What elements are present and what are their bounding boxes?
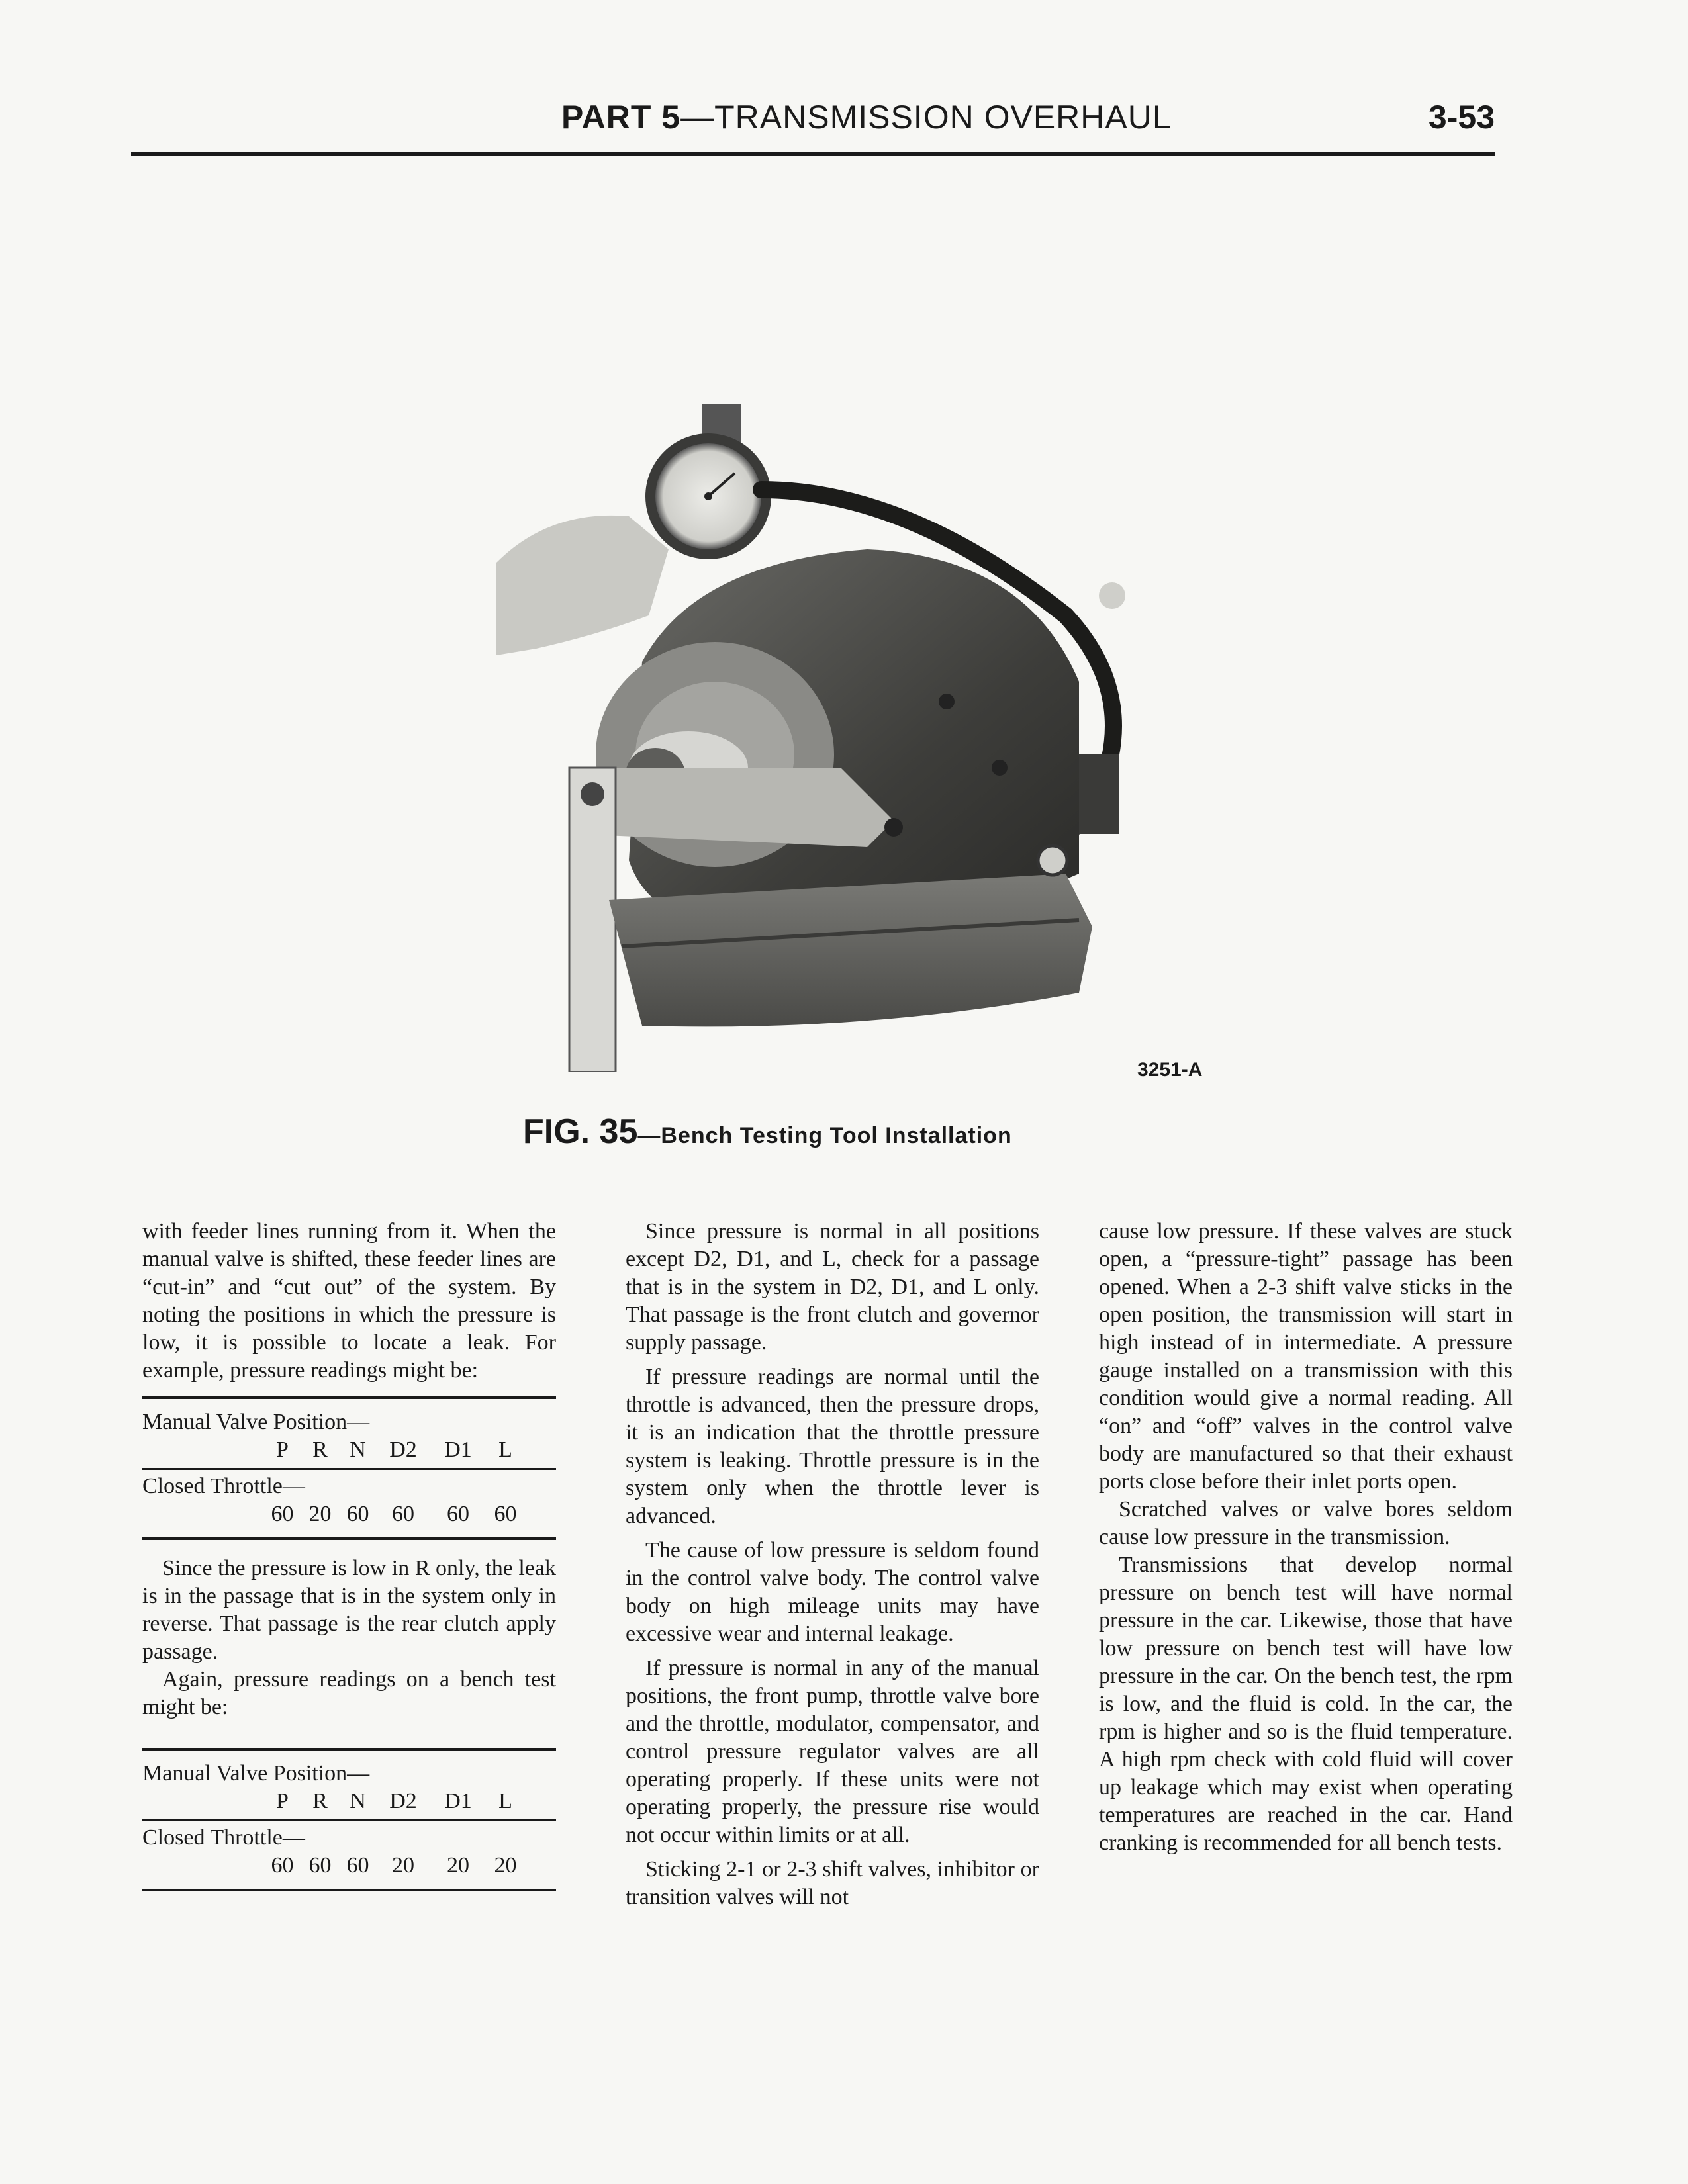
table-cell: N (350, 1789, 366, 1813)
table-cell: 60 (271, 1502, 294, 1526)
figure-title: —Bench Testing Tool Installation (637, 1123, 1012, 1148)
table-rule (142, 1819, 556, 1821)
header-title-text: —TRANSMISSION OVERHAUL (680, 99, 1172, 136)
table-cell: 60 (447, 1502, 469, 1526)
table-cell: N (350, 1437, 366, 1462)
figure-label: FIG. 35 (523, 1113, 638, 1151)
paragraph: Since pressure is normal in all positions except D2, D1, and L, check for a passage that is in the system in D2, D1, and L only. That passage is the front clutch and governor supply passage. (626, 1219, 1039, 1355)
table-cell: L (498, 1437, 512, 1462)
text-column-1 (142, 1218, 556, 1891)
table-rule (142, 1537, 556, 1540)
page-number: 3-53 (1428, 99, 1495, 136)
paragraph: Sticking 2-1 or 2-3 shift valves, inhibitor or transition valves will not (626, 1857, 1039, 1909)
table-cell: L (498, 1789, 512, 1813)
figure-caption (523, 1112, 1012, 1152)
table-rule (142, 1748, 556, 1751)
table2-positions-row (142, 1788, 556, 1815)
table-cell: R (312, 1789, 328, 1813)
table-cell: 60 (271, 1853, 294, 1878)
header-title (561, 98, 1172, 136)
table-cell: D1 (444, 1789, 472, 1813)
paragraph: Scratched valves or valve bores seldom cause low pressure in the transmission. (1099, 1497, 1513, 1549)
paragraph: with feeder lines running from it. When the manual valve is shifted, these feeder lines are “cut-in” and “cut out” of the system. By noting the positions in which the pressure is low, it is possible to locate a leak. For example, pressure readings might be: (142, 1219, 556, 1383)
paragraph: cause low pressure. If these valves are stuck open, a “pressure-tight” passage has been opened. When a 2-3 shift valve sticks in the open position, the transmission will start in high instead of in intermediate. A pressure gauge installed on a transmission with this condition would give a normal reading. All “on” and “off” valves in the control valve body are manufactured so that their exhaust ports close before their inlet ports open. (1099, 1219, 1513, 1494)
transmission-photo (496, 397, 1225, 1072)
page-header (131, 93, 1495, 156)
table-cell: 20 (308, 1502, 332, 1526)
text-column-2 (626, 1218, 1039, 1911)
figure-photo (496, 397, 1225, 1081)
paragraph: Again, pressure readings on a bench test might be: (142, 1667, 556, 1719)
table-cell: R (312, 1437, 328, 1462)
table1-label-positions: Manual Valve Position— (142, 1410, 370, 1434)
table2-label-throttle: Closed Throttle— (142, 1825, 305, 1850)
table-cell: 20 (447, 1853, 469, 1878)
table-cell: D2 (389, 1789, 417, 1813)
table1-positions-row (142, 1436, 556, 1464)
paragraph: The cause of low pressure is seldom found in the control valve body. The control valve body on high mileage units may have excessive wear and internal leakage. (626, 1538, 1039, 1646)
table-cell: D2 (389, 1437, 417, 1462)
table-cell: 60 (392, 1502, 414, 1526)
table-cell: D1 (444, 1437, 472, 1462)
table-cell: 60 (346, 1502, 369, 1526)
table-cell: 60 (346, 1853, 369, 1878)
table2-readings-row (142, 1852, 556, 1880)
table-cell: 60 (494, 1502, 517, 1526)
table2-label-positions: Manual Valve Position— (142, 1761, 370, 1786)
table1-label-throttle: Closed Throttle— (142, 1474, 305, 1498)
table-rule (142, 1468, 556, 1470)
table1-readings-row (142, 1500, 556, 1528)
text-column-3 (1099, 1218, 1513, 1857)
table-cell: 20 (494, 1853, 517, 1878)
figure-image-number: 3251-A (1137, 1059, 1203, 1081)
header-part: PART 5 (561, 99, 681, 136)
table-cell: P (276, 1789, 289, 1813)
table-rule (142, 1396, 556, 1399)
table-cell: P (276, 1437, 289, 1462)
paragraph: Transmissions that develop normal pressure on bench test will have normal pressure in the car. Likewise, those that have low pressure on bench test will have low pressure in the car. On the bench test, the rpm is low, and the fluid is cold. In the car, the rpm is higher and so is the fluid temperature. A high rpm check with cold fluid will cover up leakage which may exist when operating temperatures are reached in the car. Hand cranking is recommended for all bench tests. (1099, 1553, 1513, 1855)
table-rule (142, 1889, 556, 1891)
table-cell: 20 (392, 1853, 414, 1878)
paragraph: Since the pressure is low in R only, the leak is in the passage that is in the system only in reverse. That passage is the rear clutch apply passage. (142, 1556, 556, 1664)
paragraph: If pressure readings are normal until the throttle is advanced, then the pressure drops, it is an indication that the throttle pressure system is leaking. Throttle pressure is in the system only when the throttle lever is advanced. (626, 1365, 1039, 1528)
table-cell: 60 (308, 1853, 332, 1878)
paragraph: If pressure is normal in any of the manual positions, the front pump, throttle valve bore and the throttle, modulator, compensator, and control pressure regulator valves are all operating properly. If these units were not operating properly, the pressure rise would not occur within limits or at all. (626, 1656, 1039, 1847)
